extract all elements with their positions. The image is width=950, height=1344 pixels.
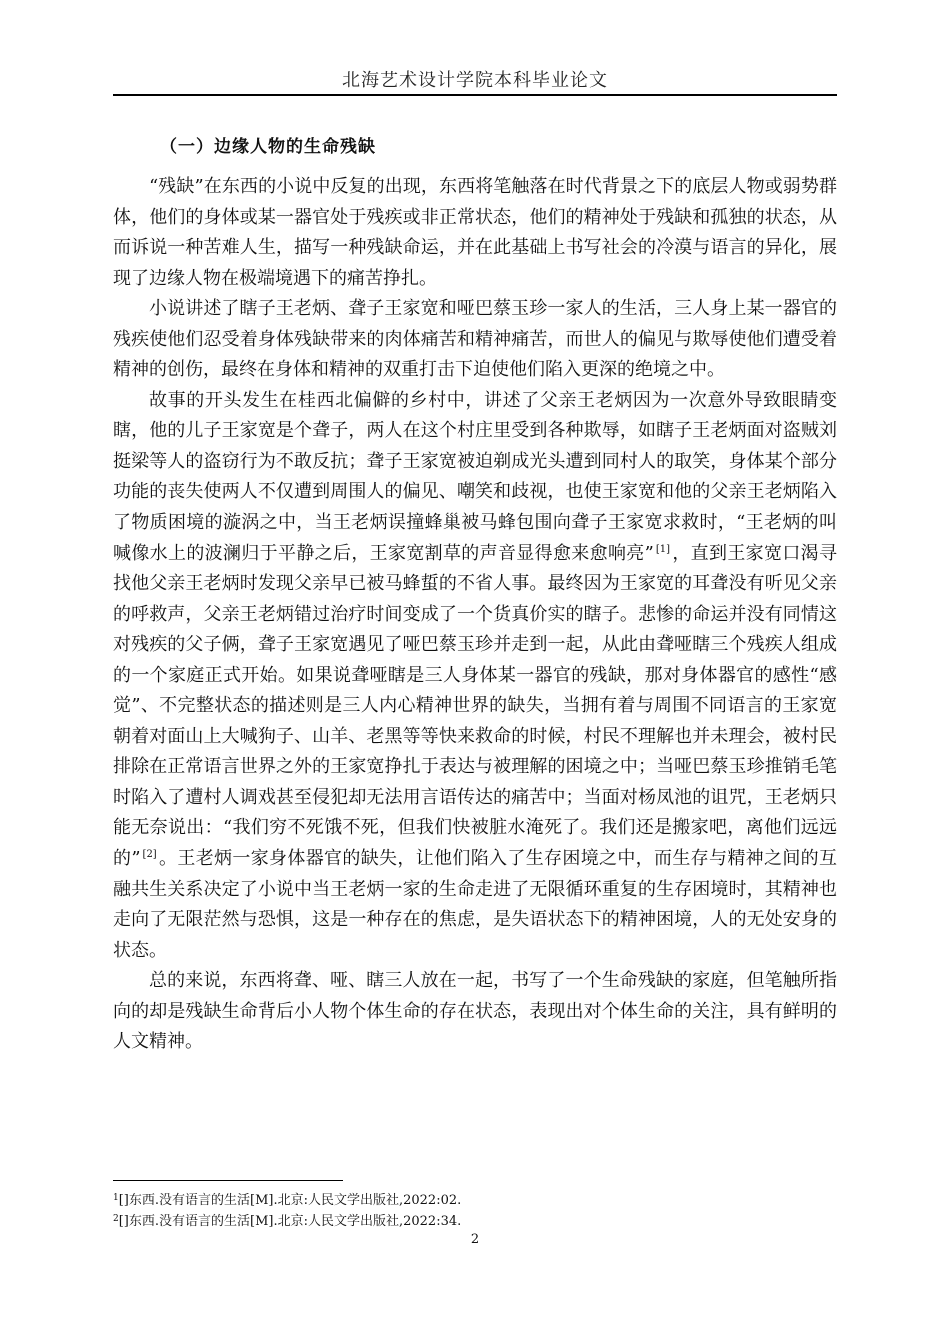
paragraph: “残缺”在东西的小说中反复的出现，东西将笔触落在时代背景之下的底层人物或弱势群体，他们的身体或某一器官处于残疾或非正常状态，他们的精神处于残缺和孤独的状态，从而诉说一种苦难人生，描写一种残缺命运，并在此基础上书写社会的冷漠与语言的异化，展现了边缘人物在极端境遇下的痛苦挣扎。 [113,176,837,289]
footnote [113,1190,461,1211]
footnotes [113,1190,461,1232]
footnote-text: []东西.没有语言的生活[M].北京:人民文学出版社,2022:02. [118,1193,462,1208]
paragraph-text: 故事的开头发生在桂西北偏僻的乡村中，讲述了父亲王老炳因为一次意外导致眼睛变瞎，他的儿子王家宽是个聋子，两人在这个村庄里受到各种欺辱，如瞎子王老炳面对盗贼刘挺梁等人的盗窃行为不敢反抗；聋子王家宽被迫剃成光头遭到同村人的取笑，身体某个部分功能的丧失使两人不仅遭到周围人的偏见、嘲笑和歧视，也使王家宽和他的父亲王老炳陷入了物质困境的漩涡之中，当王老炳误撞蜂巢被马蜂包围向聋子王家宽求救时，“王老炳的叫喊像水上的波澜归于平静之后，王家宽割草的声音显得愈来愈响亮” [113,389,837,564]
section-heading: （一）边缘人物的生命残缺 [160,137,376,157]
footnote-number: 1 [113,1193,119,1203]
paragraph [113,386,837,966]
page-number: 2 [470,1232,480,1247]
paragraph: 总的来说，东西将聋、哑、瞎三人放在一起，书写了一个生命残缺的家庭，但笔触所指向的却是残缺生命背后小人物个体生命的存在状态，表现出对个体生命的关注，具有鲜明的人文精神。 [113,970,837,1053]
paragraph-text: ，直到王家宽口渴寻找他父亲王老炳时发现父亲早已被马蜂蜇的不省人事。最终因为王家宽的耳聋没有听见父亲的呼救声，父亲王老炳错过治疗时间变成了一个货真价实的瞎子。悲惨的命运并没有同情这对残疾的父子俩，聋子王家宽遇见了哑巴蔡玉珍并走到一起，从此由聋哑瞎三个残疾人组成的一个家庭正式开始。如果说聋哑瞎是三人身体某一器官的残缺，那对身体器官的感性“感觉”、不完整状态的描述则是三人内心精神世界的缺失，当拥有着与周围不同语言的王家宽朝着对面山上大喊狗子、山羊、老黑等等快来救命的时候，村民不理解也并未理会，被村民排除在正常语言世界之外的王家宽挣扎于表达与被理解的困境之中；当哑巴蔡玉珍推销毛笔时陷入了遭村人调戏甚至侵犯却无法用言语传达的痛苦中；当面对杨凤池的诅咒，王老炳只能无奈说出：“我们穷不死饿不死，但我们快被脏水淹死了。我们还是搬家吧，离他们远远的” [113,542,838,870]
citation-ref-2[interactable]: [2] [142,849,157,861]
header-divider [113,94,837,96]
paragraph: 小说讲述了瞎子王老炳、聋子王家宽和哑巴蔡玉珍一家人的生活，三人身上某一器官的残疾使他们忍受着身体残缺带来的肉体痛苦和精神痛苦，而世人的偏见与欺辱使他们遭受着精神的创伤，最终在身体和精神的双重打击下迫使他们陷入更深的绝境之中。 [113,298,837,381]
footnote-text: []东西.没有语言的生活[M].北京:人民文学出版社,2022:34. [118,1214,462,1229]
page-header-title: 北海艺术设计学院本科毕业论文 [342,70,608,91]
footnote-number: 2 [113,1214,119,1224]
footnote-divider [113,1180,343,1181]
citation-ref-1[interactable]: [1] [655,543,671,555]
footnote [113,1211,461,1232]
paragraph-text: 。王老炳一家身体器官的缺失，让他们陷入了生存困境之中，而生存与精神之间的互融共生关系决定了小说中当王老炳一家的生命走进了无限循环重复的生存困境时，其精神也走向了无限茫然与恐惧，这是一种存在的焦虑，是失语状态下的精神困境，人的无处安身的状态。 [113,848,838,961]
body-text [113,172,837,1058]
